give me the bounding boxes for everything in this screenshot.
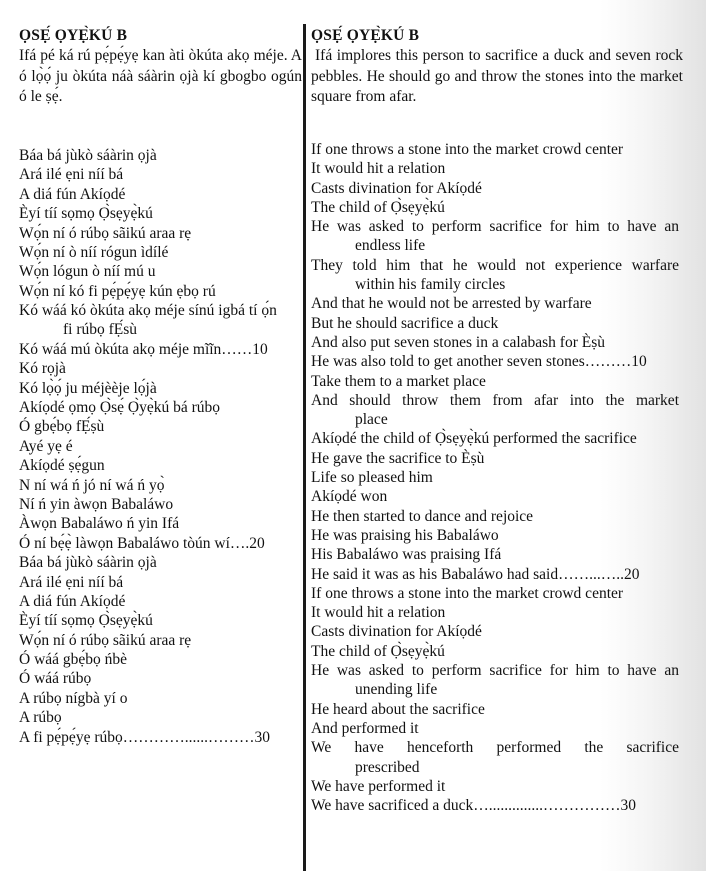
verse-text: The child of Ọ̀sẹyẹ̀kú xyxy=(311,642,445,660)
verse-text: He then started to dance and rejoice xyxy=(311,507,534,525)
verse-line xyxy=(19,282,302,301)
english-verse-list xyxy=(311,140,683,815)
verse-text: Ará ilé ẹni níí bá xyxy=(19,573,124,591)
verse-text: Ó wáá rúbọ xyxy=(19,670,92,688)
verse-line xyxy=(311,487,683,506)
verse-line xyxy=(19,165,302,184)
verse-line xyxy=(311,468,683,487)
verse-text: Kó wáá mú òkúta akọ méje mĩĩn……10 xyxy=(19,340,268,358)
verse-text: We have henceforth performed the sacrifice xyxy=(311,739,679,757)
verse-line xyxy=(311,700,683,719)
verse-text: Ará ilé ẹni níí bá xyxy=(19,166,124,184)
verse-line xyxy=(311,719,683,738)
verse-line xyxy=(19,689,302,708)
verse-line xyxy=(19,204,302,223)
verse-text: If one throws a stone into the market crowd center xyxy=(311,141,624,158)
verse-text: He gave the sacrifice to Èṣù xyxy=(311,449,485,467)
verse-text: His Babaláwo was praising Ifá xyxy=(311,546,502,564)
verse-line xyxy=(19,514,302,533)
verse-line xyxy=(311,526,683,545)
verse-text: Wọ́n ní ò níí rógun ìdílé xyxy=(19,243,169,261)
verse-continuation: place xyxy=(355,411,388,429)
verse-line xyxy=(311,314,683,333)
verse-text: Ní ń yin àwọn Babaláwo xyxy=(19,495,174,513)
yoruba-intro: Ifá pé ká rú pẹ́pẹ́yẹ kan àti òkúta akọ méje. A ó lọ̀ọ́ ju òkúta náà sáàrin ọjà kí gbogbo ogún ó le ṣẹ́. xyxy=(19,47,302,105)
verse-line xyxy=(311,198,683,217)
verse-continuation: within his family circles xyxy=(355,276,506,294)
verse-line xyxy=(19,437,302,456)
verse-line xyxy=(311,391,683,430)
verse-text: But he should sacrifice a duck xyxy=(311,314,499,332)
verse-line xyxy=(311,294,683,313)
verse-line xyxy=(19,669,302,688)
verse-line xyxy=(19,359,302,378)
verse-text: He was also told to get another seven stones………10 xyxy=(311,353,647,371)
verse-text: And should throw them from afar into the market xyxy=(311,391,679,409)
verse-text: If one throws a stone into the market crowd center xyxy=(311,584,624,602)
yoruba-verse-list xyxy=(19,146,302,747)
verse-text: It would hit a relation xyxy=(311,160,446,178)
verse-line xyxy=(311,140,683,159)
verse-line xyxy=(19,495,302,514)
verse-line xyxy=(19,456,302,475)
verse-text: Casts divination for Akíọdé xyxy=(311,623,482,641)
verse-line xyxy=(19,611,302,630)
verse-line xyxy=(311,622,683,641)
verse-text: He was asked to perform sacrifice for him to have an xyxy=(311,662,679,680)
verse-line xyxy=(19,708,302,727)
verse-text: We have sacrificed a duck…..............……………30 xyxy=(311,797,637,815)
verse-text: And performed it xyxy=(311,719,419,737)
column-divider xyxy=(303,24,306,871)
verse-text: It would hit a relation xyxy=(311,604,446,622)
verse-continuation: fi rúbọ fẸ́sù xyxy=(63,321,138,339)
verse-text: N ní wá ń jó ní wá ń yọ̀ xyxy=(19,476,165,494)
verse-line xyxy=(311,333,683,352)
verse-text: A diá fún Akíọdé xyxy=(19,185,126,203)
yoruba-column xyxy=(19,26,302,746)
verse-line xyxy=(19,476,302,495)
verse-text: Báa bá jùkò sáàrin ọjà xyxy=(19,554,157,572)
verse-text: Àwọn Babaláwo ń yin Ifá xyxy=(19,515,180,533)
verse-text: A diá fún Akíọdé xyxy=(19,592,126,610)
verse-line xyxy=(311,584,683,603)
verse-text: Ó wáá gbẹ́bọ ńbè xyxy=(19,651,128,669)
verse-text: Wọ́n ní kó fi pẹ́pẹ́yẹ kún ẹbọ rú xyxy=(19,282,216,300)
verse-line xyxy=(19,146,302,165)
verse-text: A fi pẹ́pẹ́yẹ rúbọ…………......………30 xyxy=(19,728,270,746)
verse-continuation: prescribed xyxy=(355,758,420,776)
english-column xyxy=(311,26,683,815)
verse-text: Akíọdé won xyxy=(311,488,388,506)
verse-line xyxy=(311,352,683,371)
verse-line xyxy=(311,777,683,796)
english-intro: Ifá implores this person to sacrifice a duck and seven rock pebbles. He should go and throw the stones into the market square from afar. xyxy=(311,47,683,105)
verse-line xyxy=(19,650,302,669)
verse-text: They told him that he would not experience warfare xyxy=(311,256,679,274)
verse-text: He said it was as his Babaláwo had said……...…..20 xyxy=(311,565,640,583)
english-heading: ỌSẸ́ ỌYẸ̀KÚ B xyxy=(311,27,420,44)
verse-line xyxy=(19,301,302,340)
verse-text: A rúbọ xyxy=(19,709,62,727)
verse-line xyxy=(19,631,302,650)
verse-line xyxy=(311,429,683,448)
verse-line xyxy=(19,573,302,592)
verse-text: The child of Ọ̀sẹyẹ̀kú xyxy=(311,198,445,216)
verse-line xyxy=(19,728,302,747)
verse-line xyxy=(19,398,302,417)
verse-line xyxy=(311,796,683,815)
verse-line xyxy=(311,256,683,295)
verse-text: Ayé yẹ é xyxy=(19,437,73,455)
verse-text: Báa bá jùkò sáàrin ọjà xyxy=(19,147,157,164)
verse-text: Akíọdé the child of Ọ̀sẹyẹ̀kú performed the sacrifice xyxy=(311,430,637,448)
verse-text: Akíọdé ọmọ Ọ̀sẹ́ Ọ̀yẹ̀kú bá rúbọ xyxy=(19,398,221,416)
verse-line xyxy=(311,603,683,622)
verse-text: Kó lọ̀ọ́ ju méjèèje lọ́jà xyxy=(19,379,157,397)
verse-text: Life so pleased him xyxy=(311,469,433,487)
verse-line xyxy=(311,217,683,256)
verse-line xyxy=(311,738,683,777)
verse-line xyxy=(311,449,683,468)
verse-continuation: endless life xyxy=(355,237,426,255)
verse-text: Ó ní bẹ́ẹ̀ làwọn Babaláwo tòún wí….20 xyxy=(19,534,265,552)
verse-line xyxy=(19,243,302,262)
verse-line xyxy=(19,185,302,204)
verse-line xyxy=(311,565,683,584)
verse-line xyxy=(19,553,302,572)
verse-line xyxy=(311,545,683,564)
verse-text: Wọ́n lógun ò níí mú u xyxy=(19,263,156,281)
verse-text: Wọ́n ní ó rúbọ sãikú araa rẹ xyxy=(19,224,192,242)
verse-line xyxy=(19,417,302,436)
verse-text: He was asked to perform sacrifice for him to have an xyxy=(311,218,679,236)
verse-line xyxy=(311,642,683,661)
verse-text: Take them to a market place xyxy=(311,372,486,390)
verse-text: Kó wáá kó òkúta akọ méje sínú igbá tí ọ́n xyxy=(19,302,277,320)
verse-text: Ó gbẹ́bọ fẸ́ṣù xyxy=(19,418,105,436)
verse-text: Akíọdé ṣẹ́gun xyxy=(19,457,105,475)
verse-line xyxy=(19,262,302,281)
verse-text: Kó rọjà xyxy=(19,360,66,378)
verse-line xyxy=(311,507,683,526)
verse-text: Èyí tíí sọmọ Ọ̀sẹyẹ̀kú xyxy=(19,612,153,630)
verse-line xyxy=(19,340,302,359)
verse-text: And also put seven stones in a calabash for Èṣù xyxy=(311,333,606,351)
verse-text: Wọ́n ní ó rúbọ sãikú araa rẹ xyxy=(19,631,192,649)
verse-text: A rúbọ nígbà yí o xyxy=(19,689,128,707)
verse-text: Èyí tíí sọmọ Ọ̀sẹyẹ̀kú xyxy=(19,205,153,223)
verse-line xyxy=(311,159,683,178)
verse-text: He heard about the sacrifice xyxy=(311,700,485,718)
verse-line xyxy=(311,661,683,700)
verse-line xyxy=(19,224,302,243)
verse-text: Casts divination for Akíọdé xyxy=(311,179,482,197)
verse-line xyxy=(19,534,302,553)
verse-text: We have performed it xyxy=(311,777,446,795)
verse-line xyxy=(19,379,302,398)
verse-text: He was praising his Babaláwo xyxy=(311,526,499,544)
verse-line xyxy=(311,179,683,198)
verse-text: And that he would not be arrested by warfare xyxy=(311,295,592,313)
verse-line xyxy=(19,592,302,611)
verse-line xyxy=(311,372,683,391)
yoruba-heading: ỌSẸ́ ỌYẸ̀KÚ B xyxy=(19,27,128,44)
verse-continuation: unending life xyxy=(355,681,438,699)
